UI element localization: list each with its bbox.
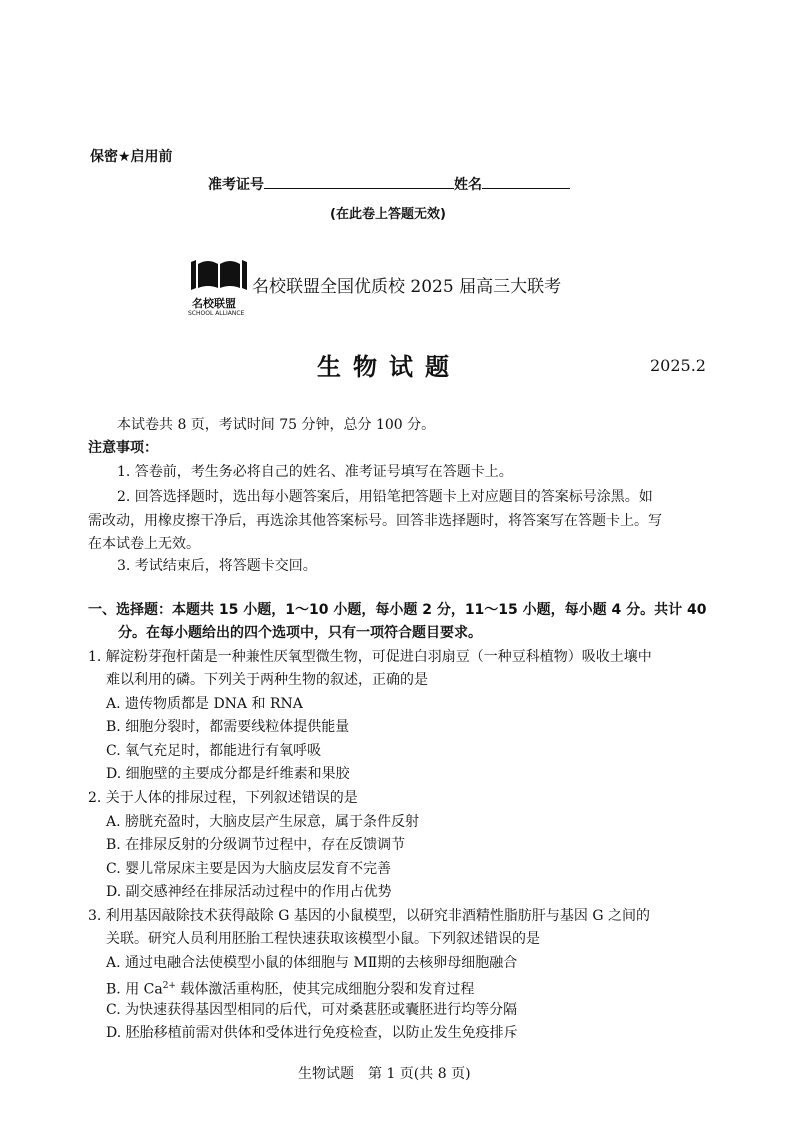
name-field[interactable] [482,174,570,189]
q1-option-b: B. 细胞分裂时，都需要线粒体提供能量 [106,719,350,735]
exam-name: 名校联盟全国优质校 2025 届高三大联考 [252,277,562,297]
name-label: 姓名 [454,177,482,193]
q1-option-c: C. 氧气充足时，都能进行有氧呼吸 [106,743,322,759]
q3-option-b-sup: 2+ [162,981,176,991]
page-footer: 生物试题 第 1 页(共 8 页) [298,1066,471,1082]
q3-option-a: A. 通过电融合法使模型小鼠的体细胞与 MⅡ期的去核卵母细胞融合 [106,955,518,971]
book-icon [188,258,250,294]
q2-option-d: D. 副交感神经在排尿活动过程中的作用占优势 [106,884,392,900]
q3-option-c: C. 为快速获得基因型相同的后代，可对桑葚胚或囊胚进行均等分隔 [106,1002,518,1018]
invalid-note: (在此卷上答题无效) [330,207,446,222]
section-heading-line1: 一、选择题：本题共 15 小题，1～10 小题，每小题 2 分，11～15 小题，每小题 4 分。共计 40 [88,602,707,618]
q3-stem-line2: 关联。研究人员利用胚胎工程快速获取该模型小鼠。下列叙述错误的是 [106,931,540,947]
page-title: 生物试题 [317,353,461,381]
school-alliance-logo [188,258,250,317]
q2-stem: 2. 关于人体的排尿过程，下列叙述错误的是 [88,790,358,806]
exam-id-field[interactable] [264,174,454,189]
q2-option-a: A. 膀胱充盈时，大脑皮层产生尿意，属于条件反射 [106,814,420,830]
note-2c: 在本试卷上无效。 [88,536,200,552]
note-3: 3. 考试结束后，将答题卡交回。 [117,558,317,574]
logo-en: SCHOOL ALLIANCE [188,310,245,317]
q3-stem-line1: 3. 利用基因敲除技术获得敲除 G 基因的小鼠模型，以研究非酒精性脂肪肝与基因 G 之间的 [88,908,650,924]
notes-heading: 注意事项： [88,440,158,456]
q3-option-d: D. 胚胎移植前需对供体和受体进行免疫检查，以防止发生免疫排斥 [106,1025,518,1041]
q1-stem-line1: 1. 解淀粉芽孢杆菌是一种兼性厌氧型微生物，可促进白羽扇豆（一种豆科植物）吸收土壤中 [88,649,652,665]
q3-option-b-post: 载体激活重构胚，使其完成细胞分裂和发育过程 [175,981,475,998]
intro-text: 本试卷共 8 页，考试时间 75 分钟，总分 100 分。 [117,417,436,433]
exam-id-label: 准考证号 [208,177,264,193]
q2-option-b: B. 在排尿反射的分级调节过程中，存在反馈调节 [106,837,406,853]
exam-id-row [208,174,570,194]
q3-option-b [106,975,474,1001]
q1-stem-line2: 难以利用的磷。下列关于两种生物的叙述，正确的是 [106,672,428,688]
q1-option-a: A. 遗传物质都是 DNA 和 RNA [106,696,303,712]
secret-label: 保密★启用前 [90,149,173,165]
q3-option-b-pre: B. 用 Ca [106,981,163,998]
section-heading-line2: 分。在每小题给出的四个选项中，只有一项符合题目要求。 [118,625,482,641]
q2-option-c: C. 婴儿常尿床主要是因为大脑皮层发育不完善 [106,861,392,877]
note-1: 1. 答卷前，考生务必将自己的姓名、准考证号填写在答题卡上。 [117,464,513,480]
note-2a: 2. 回答选择题时，选出每小题答案后，用铅笔把答题卡上对应题目的答案标号涂黑。如 [117,489,653,505]
q1-option-d: D. 细胞壁的主要成分都是纤维素和果胶 [106,766,350,782]
exam-date: 2025.2 [650,356,706,375]
note-2b: 需改动，用橡皮擦干净后，再选涂其他答案标号。回答非选择题时，将答案写在答题卡上。写 [88,513,662,529]
logo-cn: 名校联盟 [192,297,236,310]
